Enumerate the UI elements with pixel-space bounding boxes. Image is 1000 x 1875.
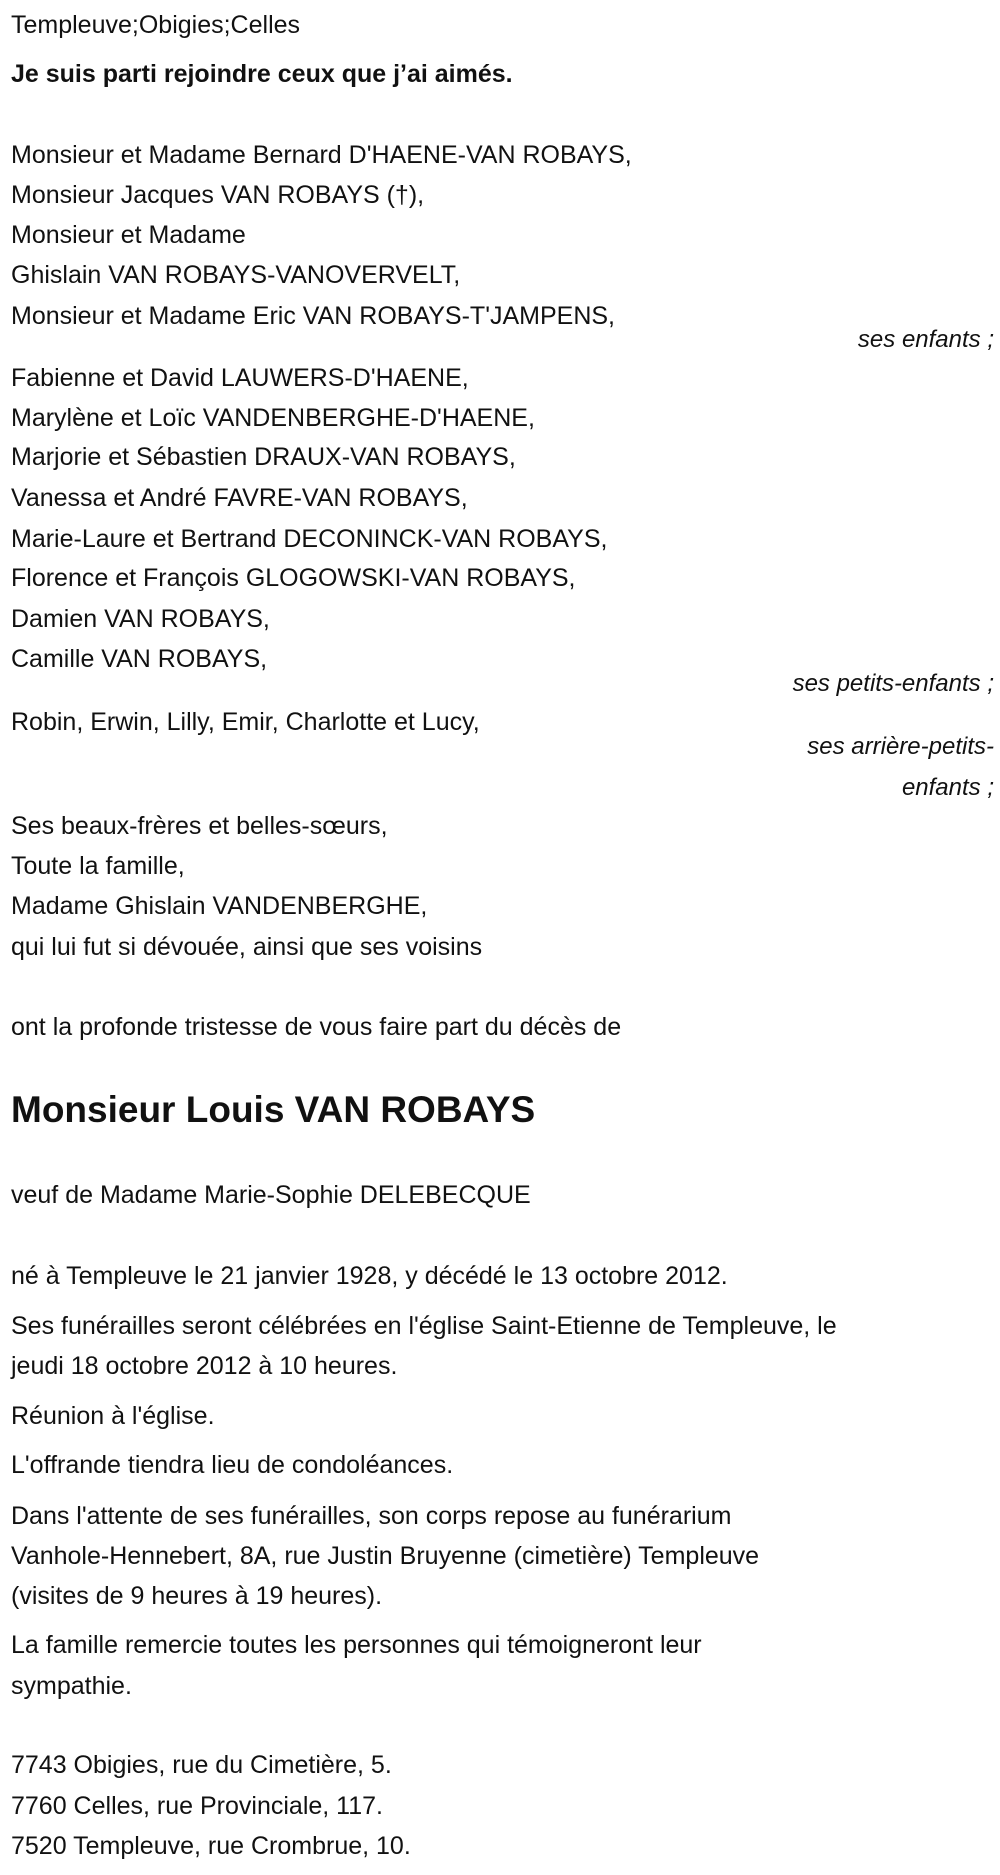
great-grandchildren-role: ses arrière-petits-enfants ; xyxy=(807,733,994,801)
thanks-info: sympathie. xyxy=(11,1672,132,1700)
address: 7743 Obigies, rue du Cimetière, 5. xyxy=(11,1751,392,1779)
address: 7760 Celles, rue Provinciale, 117. xyxy=(11,1792,383,1820)
deceased-name: Monsieur Louis VAN ROBAYS xyxy=(11,1089,536,1130)
children-line: Monsieur et Madame Bernard D'HAENE-VAN ROBAYS, xyxy=(11,141,632,169)
others-line: Ses beaux-frères et belles-sœurs, xyxy=(11,812,388,840)
great-grandchildren-line: Robin, Erwin, Lilly, Emir, Charlotte et Lucy, xyxy=(11,708,480,736)
children-line: Monsieur et Madame Eric VAN ROBAYS-T'JAMPENS, xyxy=(11,302,616,330)
widower-of: veuf de Madame Marie-Sophie DELEBECQUE xyxy=(11,1181,531,1209)
grandchild-line: Fabienne et David LAUWERS-D'HAENE, xyxy=(11,364,469,392)
others-line: Toute la famille, xyxy=(11,852,185,880)
meeting-info: Réunion à l'église. xyxy=(11,1402,215,1430)
thanks-info: La famille remercie toutes les personnes qui témoigneront leur xyxy=(11,1631,702,1659)
children-role: ses enfants ; xyxy=(857,326,994,353)
address: 7520 Templeuve, rue Crombrue, 10. xyxy=(11,1832,411,1860)
grandchild-line: Damien VAN ROBAYS, xyxy=(11,605,270,633)
locations-header: Templeuve;Obigies;Celles xyxy=(11,11,301,39)
grandchild-line: Camille VAN ROBAYS, xyxy=(11,645,268,673)
others-line: qui lui fut si dévouée, ainsi que ses voisins xyxy=(11,933,483,961)
funeral-info: Ses funérailles seront célébrées en l'église Saint-Etienne de Templeuve, le xyxy=(11,1312,837,1340)
quote: Je suis parti rejoindre ceux que j’ai aimés. xyxy=(11,60,513,88)
offering-info: L'offrande tiendra lieu de condoléances. xyxy=(11,1451,454,1479)
grandchild-line: Marylène et Loïc VANDENBERGHE-D'HAENE, xyxy=(11,404,535,432)
grandchildren-role: ses petits-enfants ; xyxy=(792,670,994,697)
grandchild-line: Florence et François GLOGOWSKI-VAN ROBAYS, xyxy=(11,564,576,592)
funerarium-info: (visites de 9 heures à 19 heures). xyxy=(11,1582,383,1610)
funerarium-info: Vanhole-Hennebert, 8A, rue Justin Bruyenne (cimetière) Templeuve xyxy=(11,1542,760,1570)
children-line: Monsieur et Madame xyxy=(11,221,246,249)
children-line: Monsieur Jacques VAN ROBAYS (†), xyxy=(11,181,425,209)
grandchild-line: Vanessa et André FAVRE-VAN ROBAYS, xyxy=(11,484,468,512)
funerarium-info: Dans l'attente de ses funérailles, son corps repose au funérarium xyxy=(11,1502,732,1530)
grandchild-line: Marjorie et Sébastien DRAUX-VAN ROBAYS, xyxy=(11,443,516,471)
grandchild-line: Marie-Laure et Bertrand DECONINCK-VAN ROBAYS, xyxy=(11,525,608,553)
announcement: ont la profonde tristesse de vous faire part du décès de xyxy=(11,1013,622,1041)
others-line: Madame Ghislain VANDENBERGHE, xyxy=(11,892,428,920)
funeral-info: jeudi 18 octobre 2012 à 10 heures. xyxy=(11,1352,398,1380)
children-line: Ghislain VAN ROBAYS-VANOVERVELT, xyxy=(11,261,461,289)
birth-death-dates: né à Templeuve le 21 janvier 1928, y décédé le 13 octobre 2012. xyxy=(11,1262,728,1290)
